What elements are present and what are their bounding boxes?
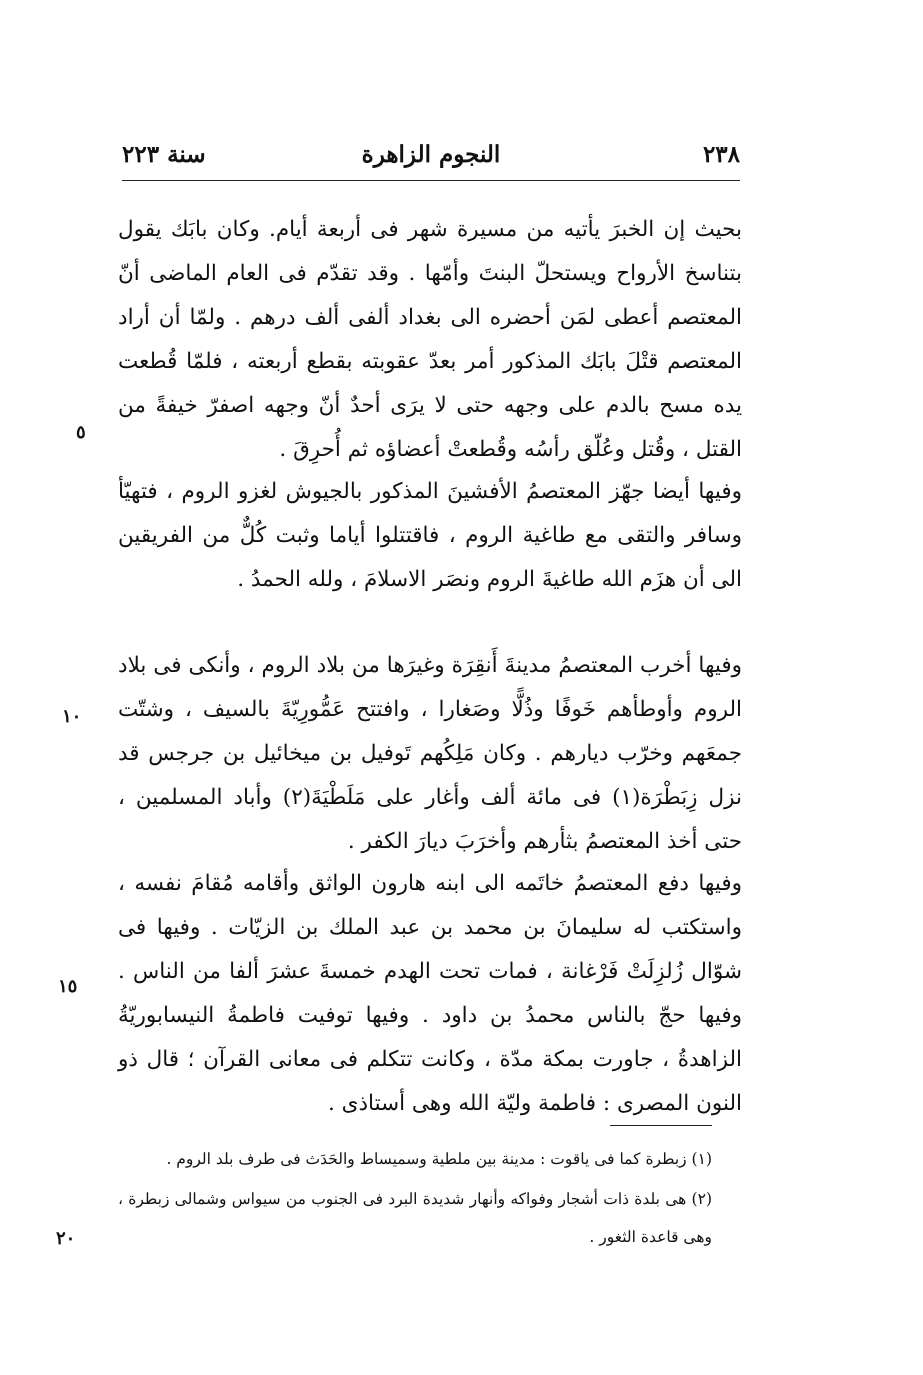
- line-number-5: ٥: [76, 422, 86, 443]
- book-title: النجوم الزاهرة: [361, 141, 501, 168]
- footnote-2: (٢) هى بلدة ذات أشجار وفواكه وأنهار شديدة البرد فى الجنوب من سيواس وشمالى زبطرة ، وهى قاعدة الثغور .: [118, 1190, 712, 1246]
- page-number: ٢٣٨: [702, 141, 740, 168]
- paragraph-1: بحيث إن الخبرَ يأتيه من مسيرة شهر فى أربعة أيام. وكان بابَك يقول بتناسخ الأرواح ويستحلّ البنتَ وأمّها . وقد تقدّم فى العام الماضى أنّ المعتصم أعطى لمَن أحضره الى بغداد ألفى ألف درهم . ولمّا أن أراد المعتصم قتْلَ بابَك المذكور أمر بعدّ عقوبته بقطع أربعته ، فلمّا قُطعت يده مسح بالدم على وجهه حتى لا يرَى أحدٌ أنّ وجهه اصفرّ خيفةً من القتل ، وقُتل وعُلّق رأسُه وقُطعتْ أعضاؤه ثم أُحرِقَ .: [118, 217, 742, 462]
- line-number-15: ١٥: [58, 976, 78, 997]
- footnote-1: (١) زبطرة كما فى ياقوت : مدينة بين ملطية وسميساط والحَدَث فى طرف بلد الروم .: [166, 1150, 712, 1168]
- footnote-rule: [610, 1125, 712, 1126]
- paragraph-3: وفيها أخرب المعتصمُ مدينةَ أَنقِرَة وغيرَها من بلاد الروم ، وأنكى فى بلاد الروم وأوطأهم خَوفًا وذُلًّا وصَغارا ، وافتتح عَمُّورِيّةَ بالسيف ، وشتّت جمعَهم وخرّب ديارهم . وكان مَلِكُهم تَوفيل بن ميخائيل بن جرجس قد نزل زِبَطْرَة(١) فى مائة ألف وأغار على مَلَطْيَةَ(٢) وأباد المسلمين ، حتى أخذ المعتصمُ بثأرهم وأخرَبَ ديارَ الكفر .: [118, 653, 742, 854]
- paragraph-2: وفيها أيضا جهّز المعتصمُ الأفشينَ المذكور بالجيوش لغزو الروم ، فتهيّأ وسافر والتقى مع طاغية الروم ، فاقتتلوا أياما وثبت كُلٌّ من الفريقين الى أن هزَم الله طاغيةَ الروم ونصَر الاسلامَ ، ولله الحمدُ .: [118, 479, 742, 592]
- running-header: [122, 138, 740, 182]
- year-label: سنة ٢٢٣: [122, 141, 206, 168]
- line-number-20: ٢٠: [56, 1228, 76, 1249]
- line-number-10: ١٠: [62, 706, 82, 727]
- paragraph-4: وفيها دفع المعتصمُ خاتَمه الى ابنه هارون الواثق وأقامه مُقامَ نفسه ، واستكتب له سليمانَ بن محمد بن عبد الملك بن الزيّات . وفيها فى شوّال زُلزِلَتْ فَرْغانة ، فمات تحت الهدم خمسةَ عشرَ ألفا من الناس . وفيها حجّ بالناس محمدُ بن داود . وفيها توفيت فاطمةُ النيسابوريّةُ الزاهدةُ ، جاورت بمكة مدّة ، وكانت تتكلم فى معانى القرآن ؛ قال ذو النون المصرى : فاطمة وليّة الله وهى أستاذى .: [118, 871, 742, 1116]
- header-rule: [122, 180, 740, 181]
